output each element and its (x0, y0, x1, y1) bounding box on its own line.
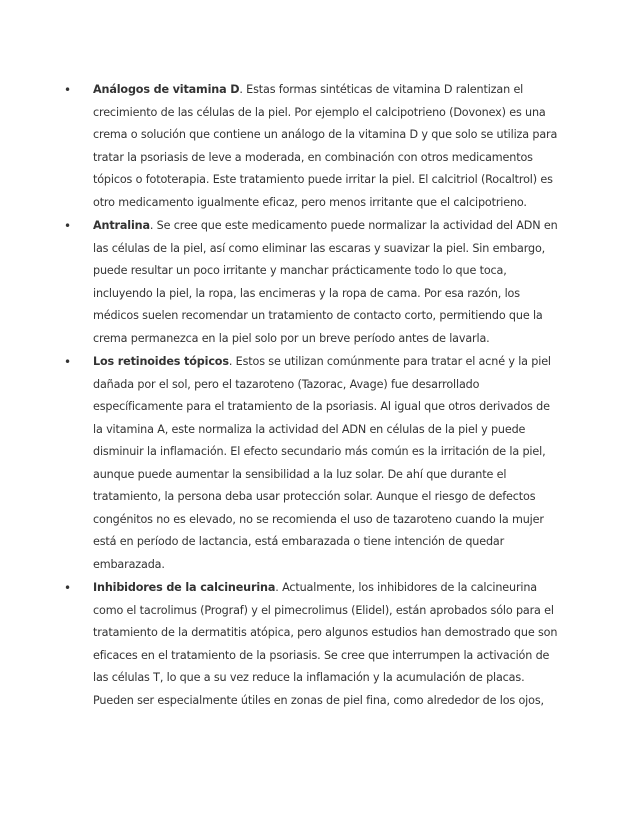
term-label: Los retinoides tópicos (93, 355, 229, 368)
text-line: la vitamina A, este normaliza la actividad del ADN en células de la piel y puede (93, 422, 526, 436)
text-line: eficaces en el tratamiento de la psoriasis. Se cree que interrumpen la activación de (93, 648, 550, 662)
bullet-icon: • (64, 219, 72, 233)
text-line: disminuir la inflamación. El efecto secundario más común es la irritación de la piel, (93, 445, 546, 458)
text-line: las células de la piel, así como eliminar las escaras y suavizar la piel. Sin embargo, (93, 241, 546, 255)
text-line: crema permanezca en la piel solo por un breve período antes de lavarla. (93, 331, 490, 345)
text-line: tópicos o fototerapia. Este tratamiento puede irritar la piel. El calcitriol (Rocaltrol) es (93, 173, 553, 186)
text-line: aunque puede aumentar la sensibilidad a la luz solar. De ahí que durante el (93, 467, 507, 481)
text-line: puede resultar un poco irritante y manchar prácticamente todo lo que toca, (93, 264, 507, 277)
bullet-icon: • (64, 83, 72, 97)
bullet-icon: • (64, 355, 72, 369)
text-line: Los retinoides tópicos. Estos se utilizan comúnmente para tratar el acné y la piel (93, 355, 551, 368)
text-line: tratar la psoriasis de leve a moderada, en combinación con otros medicamentos (93, 150, 533, 164)
term-label: Antralina (93, 219, 150, 232)
text-line: Inhibidores de la calcineurina. Actualmente, los inhibidores de la calcineurina (93, 581, 537, 594)
text-line: crema o solución que contiene un análogo de la vitamina D y que solo se utiliza para (93, 128, 558, 141)
text-line: otro medicamento igualmente eficaz, pero menos irritante que el calcipotrieno. (93, 195, 527, 209)
text-line: Pueden ser especialmente útiles en zonas de piel fina, como alrededor de los ojos, (93, 693, 544, 707)
text-line: incluyendo la piel, la ropa, las encimeras y la ropa de cama. Por esa razón, los (93, 286, 520, 300)
text-line: crecimiento de las células de la piel. Por ejemplo el calcipotrieno (Dovonex) es una (93, 105, 546, 119)
list-item-text (93, 79, 573, 214)
list-item-text (93, 577, 573, 712)
text-line: dañada por el sol, pero el tazaroteno (Tazorac, Avage) fue desarrollado (93, 377, 480, 391)
text-line: médicos suelen recomendar un tratamiento de contacto corto, permitiendo que la (93, 309, 543, 322)
text-line: Análogos de vitamina D. Estas formas sintéticas de vitamina D ralentizan el (93, 83, 524, 96)
term-label: Análogos de vitamina D (93, 83, 240, 96)
bullet-icon: • (64, 581, 72, 595)
term-label: Inhibidores de la calcineurina (93, 581, 276, 594)
text-line: como el tacrolimus (Prograf) y el pimecrolimus (Elidel), están aprobados sólo para el (93, 603, 554, 617)
text-line: embarazada. (93, 557, 165, 571)
text-line: las células T, lo que a su vez reduce la inflamación y la acumulación de placas. (93, 671, 525, 684)
text-line: está en período de lactancia, está embarazada o tiene intención de quedar (93, 535, 505, 548)
text-line: tratamiento de la dermatitis atópica, pero algunos estudios han demostrado que son (93, 626, 558, 639)
list-item-text (93, 215, 573, 350)
text-line: específicamente para el tratamiento de la psoriasis. Al igual que otros derivados de (93, 400, 550, 413)
text-line: congénitos no es elevado, no se recomienda el uso de tazaroteno cuando la mujer (93, 512, 544, 526)
text-line: tratamiento, la persona deba usar protección solar. Aunque el riesgo de defectos (93, 490, 536, 503)
text-line: Antralina. Se cree que este medicamento puede normalizar la actividad del ADN en (93, 219, 558, 232)
list-item-text (93, 351, 573, 576)
